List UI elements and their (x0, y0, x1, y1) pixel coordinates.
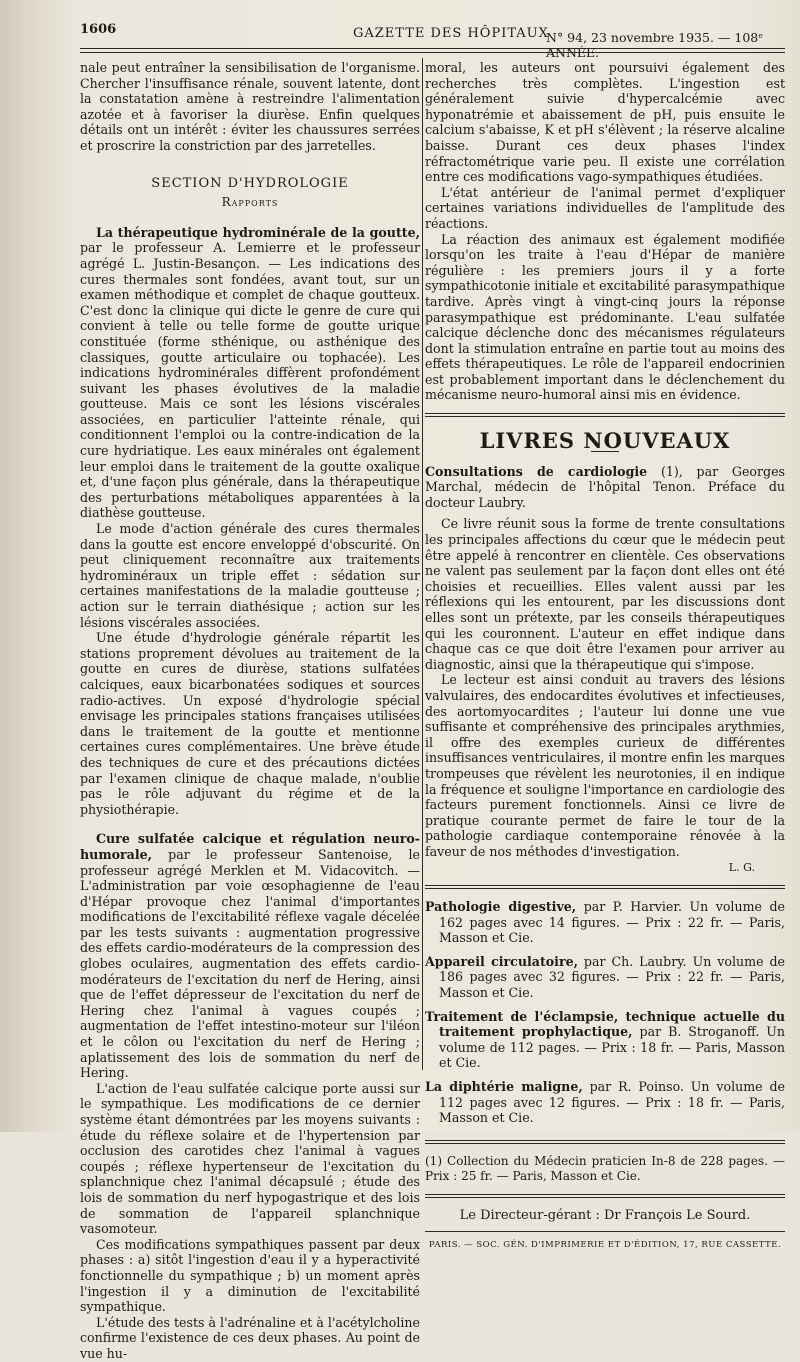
book-4-title: Traitement de l'éclampsie, technique actuelle du traitement prophylactique, (425, 1008, 785, 1040)
book-separator (425, 885, 785, 889)
book-1-review-1: Ce livre réunit sous la forme de trente consultations les principales affections du cœur que le médecin peut être appelé à rencontrer en clientèle. Ces observations ne valent pas seulement par la façon dont elles ont été choisies et recueillies. Elles valent aussi par les réflexions qui les entourent, par les discussions dont elles sont un prétexte, par les conseils thérapeutiques qui les couronnent. L'auteur en effet indique dans chaque cas ce que doit être l'examen pour arriver au diagnostic, ainsi que la thérapeutique qui s'impose. (425, 516, 785, 672)
page-header (68, 22, 788, 60)
report-1-paragraph-2: Le mode d'action générale des cures thermales dans la goutte est encore enveloppé d'obscurité. On peut cliniquement reconnaître aux traitements hydrominéraux un triple effet : sédation sur certaines manifestations de la maladie goutteuse ; action sur le terrain diathésique ; action sur les lésions viscérales associées. (80, 521, 420, 630)
header-rule-2 (80, 52, 785, 53)
report-2-paragraph-2: L'action de l'eau sulfatée calcique porte aussi sur le sympathique. Les modifications de ce dernier système étant démontrées par les moyens suivants : étude du réflexe solaire et de l'hypertension par occlusion des carotides chez l'animal à vagues coupés ; réflexe hypertenseur de l'excitation du splanchnique chez l'animal décapsulé ; étude des lois de sommation du nerf hypogastrique et des lois de sommation de l'appareil splanchnique vasomoteur. (80, 1080, 420, 1237)
report-2-title: Cure sulfatée calcique et régulation neuro-humorale, (80, 831, 420, 862)
book-5-title: La diphtérie maligne, (425, 1079, 583, 1095)
book-5-text: par R. Poinso. Un volume de 112 pages avec 12 figures. — Prix : 18 fr. — Paris, Masson et Cie. (439, 1079, 786, 1126)
report-2-paragraph-4: L'étude des tests à l'adrénaline et à l'acétylcholine confirme l'existence de ces deux phases. Au point de vue hu- (80, 1314, 420, 1361)
header-rule (80, 48, 785, 49)
book-2-title: Pathologie digestive, (425, 899, 577, 915)
book-list (425, 899, 785, 1126)
journal-title: GAZETTE DES HÔPITAUX (353, 26, 549, 41)
report-2-paragraph-3: Ces modifications sympathiques passent par deux phases : a) sitôt l'ingestion d'eau il y a hyperactivité fonctionnelle du sympathique ; b) un moment après l'ingestion il y a diminution de l'excitabilité sympathique. (80, 1236, 420, 1315)
section-title: SECTION D'HYDROLOGIE (151, 175, 349, 191)
book-1-heading (425, 464, 785, 511)
issue-info: N° 94, 23 novembre 1935. — 108ᵉ ANNÉE. (546, 30, 764, 60)
continuation-paragraph: moral, les auteurs ont poursuivi également des recherches très complètes. L'ingestion est généralement suivie d'hypercalcémie avec hyponatrémie et abaissement de pH, puis ensuite le calcium s'abaisse, K et pH s'élèvent ; la réserve alcaline baisse. Durant ces deux phases l'index réfractométrique varie peu. Il existe une corrélation entre ces modifications vago-sympathiques étudiées. (425, 60, 785, 185)
review-signature: L. G. (728, 860, 755, 874)
left-column (80, 60, 420, 1362)
director-line: Le Directeur-gérant : Dr François Le Sourd. (459, 1207, 751, 1223)
livres-nouveaux-title: LIVRES NOUVEAUX (479, 428, 731, 454)
footnote-separator (425, 1140, 785, 1144)
book-1-title: Consultations de cardiologie (425, 463, 648, 479)
book-3-text: par Ch. Laubry. Un volume de 186 pages avec 32 figures. — Prix : 22 fr. — Paris, Masson et Cie. (439, 953, 785, 1001)
page-number: 1606 (80, 22, 117, 37)
report-1-paragraph-3: Une étude d'hydrologie générale répartit les stations proprement dévolues au traitement de la goutte en cures de diurèse, stations sulfatées calciques, eaux bicarbonatées sodiques et sources radio-actives. Un exposé d'hydrologie spécial envisage les principales stations françaises utilisées dans le traitement de la goutte et mentionne certaines cures complémentaires. Une brève étude des techniques de cure et des précautions dictées par l'examen clinique de chaque malade, n'oublie pas le rôle adjuvant du régime et de la physiothérapie. (80, 630, 420, 817)
report-1-title: La thérapeutique hydrominérale de la goutte, (96, 224, 420, 240)
continuation-paragraph-2: L'état antérieur de l'animal permet d'expliquer certaines variations individuelles de l'amplitude des réactions. (425, 184, 785, 231)
column-divider (422, 58, 423, 1070)
right-column (425, 60, 785, 1254)
report-1-paragraph (80, 225, 420, 521)
report-1-text: par le professeur A. Lemierre et le professeur agrégé L. Justin-Besançon. — Les indications des cures thermales sont fondées, avant tout, sur un examen méthodique et complet de chaque goutteux. C'est donc la clinique qui dicte le genre de cure qui convient à telle ou telle forme de goutte urique constituée (forme sthénique, ou asthénique des classiques, goutte articulaire ou tophacée). Les indications hydrominérales diffèrent profondément suivant les phases évolutives de la maladie goutteuse. Mais ce sont les lésions viscérales associées, en particulier l'atteinte rénale, qui conditionnent l'emploi ou la contre-indication de la cure hydriatique. Les eaux minérales ont également leur emploi dans le traitement de la goutte oxalique et, d'une façon plus générale, dans la thérapeutique des perturbations métaboliques apparentées à la diathèse goutteuse. (80, 240, 420, 521)
report-2-paragraph (80, 831, 420, 1081)
footnote: (1) Collection du Médecin praticien In-8 de 228 pages. — Prix : 25 fr. — Paris, Masson et Cie. (425, 1153, 785, 1183)
book-3-title: Appareil circulatoire, (425, 953, 578, 969)
book-5-entry (425, 1079, 785, 1126)
book-2-text: par P. Harvier. Un volume de 162 pages avec 14 figures. — Prix : 22 fr. — Paris, Masson et Cie. (439, 899, 786, 946)
book-1-head-text: (1), par Georges Marchal, médecin de l'hôpital Tenon. Préface du docteur Laubry. (425, 463, 785, 510)
continuation-paragraph-3: La réaction des animaux est également modifiée lorsqu'on les traite à l'eau d'Hépar de manière régulière : les premiers jours il y a forte sympathicotonie initiale et excitabilité parasympathique tardive. Après vingt à vingt-cinq jours la réponse parasympathique est prédominante. L'eau sulfatée calcique déclenche donc des mécanismes régulateurs dont la stimulation entraîne en partie tout au moins des effets thérapeutiques. Le rôle de l'appareil endocrinien est probablement important dans le déclenchement du mécanisme neuro-humoral ainsi mis en évidence. (425, 231, 785, 403)
book-1-review-2: Le lecteur est ainsi conduit au travers des lésions valvulaires, des endocardites évolutives et infectieuses, des aortomyocardites ; l'auteur lui donne une vue suffisante et compréhensive des principales arythmies, il offre des exemples curieux de différentes insuffisances ventriculaires, il montre enfin les marques trompeuses que révèlent les neurotonies, il en indique la fréquence et souligne l'importance en cardiologie des facteurs purement fonctionnels. Ainsi ce livre de pratique courante permet de faire le tour de la pathologie cardiaque contemporaine rénovée à la faveur de nos méthodes d'investigation. (425, 672, 785, 859)
director-separator (425, 1194, 785, 1198)
section-separator (425, 413, 785, 417)
printer-line: PARIS. — SOC. GÉN. D'IMPRIMERIE ET D'ÉDITION, 17, RUE CASSETTE. (428, 1240, 782, 1251)
intro-paragraph: nale peut entraîner la sensibilisation de l'organisme. Chercher l'insuffisance rénale, souvent latente, dont la constatation amène à restreindre l'alimentation azotée et à favoriser la diurèse. Enfin quelques détails ont un intérêt : éviter les chaussures serrées et proscrire la constriction par des jarretelles. (80, 60, 420, 153)
book-4-text: par B. Stroganoff. Un volume de 112 pages. — Prix : 18 fr. — Paris, Masson et Cie. (439, 1024, 786, 1071)
book-4-entry (425, 1009, 785, 1071)
report-2-text: par le professeur Santenoise, le professeur agrégé Merklen et M. Vidacovitch. — L'administration par voie œsophagienne de l'eau d'Hépar provoque chez l'animal d'importantes modifications de l'excitabilité réflexe vagale décelée par les tests suivants : augmentation progressive des effets cardio-modérateurs de la compression des globes oculaires, augmentation des effets cardio-modérateurs de l'excitation du nerf de Hering, ainsi que de l'effet dépresseur de l'excitation du nerf de Hering chez l'animal à vagues coupés ; augmentation de l'effet intestino-moteur sur l'iléon et le côlon ou l'excitation du nerf de Hering ; aplatissement des lois de sommation du nerf de Hering. (80, 846, 420, 1081)
book-3-entry (425, 954, 785, 1001)
book-2-entry (425, 899, 785, 946)
printer-rule (425, 1231, 785, 1232)
section-subtitle: Rapports (221, 195, 279, 210)
